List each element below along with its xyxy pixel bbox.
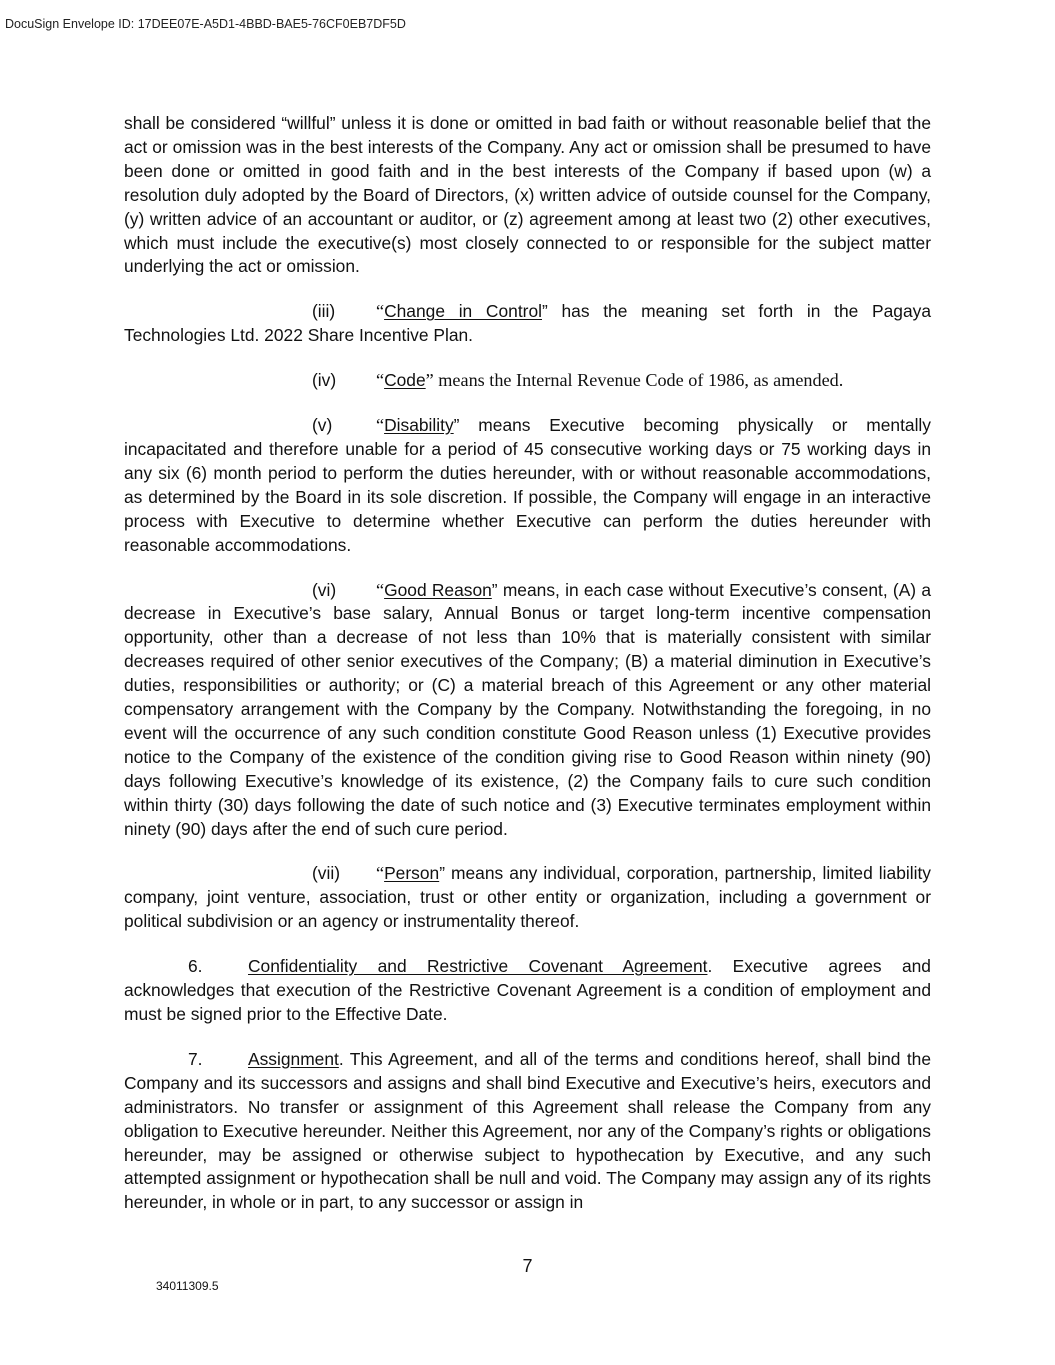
definition-number: (iv) — [312, 370, 337, 391]
envelope-id: DocuSign Envelope ID: 17DEE07E-A5D1-4BBD-BAE5-76CF0EB7DF5D — [5, 17, 406, 31]
defined-term: Good Reason — [384, 579, 492, 600]
section-number: 6. — [188, 956, 203, 977]
definition-person: (vii) “Person” means any individual, corporation, partnership, limited liability company, joint venture, association, trust or other entity or organization, including a government or political subdivision or an agency or instrumentality thereof. — [124, 863, 931, 932]
section-title: Confidentiality and Restrictive Covenant Agreement — [248, 956, 708, 977]
definition-disability: (v) “Disability” means Executive becoming physically or mentally incapacitated and therefore unable for a period of 45 consecutive working days or 75 working days in any six (6) month period to perform the duties hereunder, with or without reasonable accommodations, as determined by the Board in its sole discretion. If possible, the Company will engage in an interactive process with Executive to determine whether Executive can perform the duties hereunder with reasonable accommodations. — [124, 415, 931, 555]
section-assignment: 7. Assignment. This Agreement, and all of the terms and conditions hereof, shall bind the Company and its successors and assigns and shall bind Executive and Executive’s heirs, executors and administrators. No transfer or assignment of this Agreement shall release the Company from any obligation to Executive hereunder. Neither this Agreement, nor any of the Company’s rights or obligations hereunder, may be assigned or otherwise subject to hypothecation by Executive, and any such attempted assignment or hypothecation shall be null and void. The Company may assign any of its rights hereunder, in whole or in part, to any successor or assign in — [124, 1048, 931, 1213]
definition-number: (v) — [312, 415, 333, 436]
definition-number: (vii) — [312, 863, 341, 884]
defined-term: Code — [384, 370, 426, 391]
definition-good-reason: (vi) “Good Reason” means, in each case without Executive’s consent, (A) a decrease in Executive’s base salary, Annual Bonus or target long-term incentive compensation opportunity, other than a decrease of not less than 10% that is materially consistent with similar decreases required of other senior executives of the Company; (B) a material diminution in Executive’s duties, responsibilities or authority; or (C) a material breach of this Agreement or any other material compensatory arrangement with the Company by the Company. Notwithstanding the foregoing, in no event will the occurrence of any such condition constitute Good Reason unless (1) Executive provides notice to the Company of the existence of the condition giving rise to Good Reason within ninety (90) days following Executive’s knowledge of its existence, (2) the Company fails to cure such condition within thirty (30) days following the date of such notice and (3) Executive terminates employment within ninety (90) days after the end of such cure period. — [124, 579, 931, 839]
section-title: Assignment — [248, 1048, 339, 1069]
defined-term: Change in Control — [384, 301, 542, 322]
definition-code: (iv) “Code” means the Internal Revenue Code of 1986, as amended. — [124, 369, 931, 393]
section-confidentiality: 6. Confidentiality and Restrictive Covenant Agreement. Executive agrees and acknowledges that execution of the Restrictive Covenant Agreement is a condition of employment and must be signed prior to the Effective Date. — [124, 956, 931, 1024]
defined-term: Person — [384, 863, 440, 884]
definition-change-in-control: (iii) “Change in Control” has the meaning set forth in the Pagaya Technologies Ltd. 2022 Share Incentive Plan. — [124, 301, 931, 346]
definition-number: (vi) — [312, 579, 337, 600]
page-number: 7 — [522, 1256, 533, 1276]
section-number: 7. — [188, 1048, 203, 1069]
definition-number: (iii) — [312, 301, 336, 322]
document-id: 34011309.5 — [156, 1279, 219, 1293]
document-body — [124, 112, 931, 1236]
paragraph-willful: shall be considered “willful” unless it is done or omitted in bad faith or without reasonable belief that the act or omission was in the best interests of the Company. Any act or omission shall be presumed to have been done or omitted in good faith and in the best interests of the Company if based upon (w) a resolution duly adopted by the Board of Directors, (x) written advice of outside counsel for the Company, (y) written advice of an accountant or auditor, or (z) agreement among at least two (2) other executives, which must include the executive(s) most closely connected to or responsible for the subject matter underlying the act or omission. — [124, 113, 931, 277]
defined-term: Disability — [384, 415, 454, 436]
